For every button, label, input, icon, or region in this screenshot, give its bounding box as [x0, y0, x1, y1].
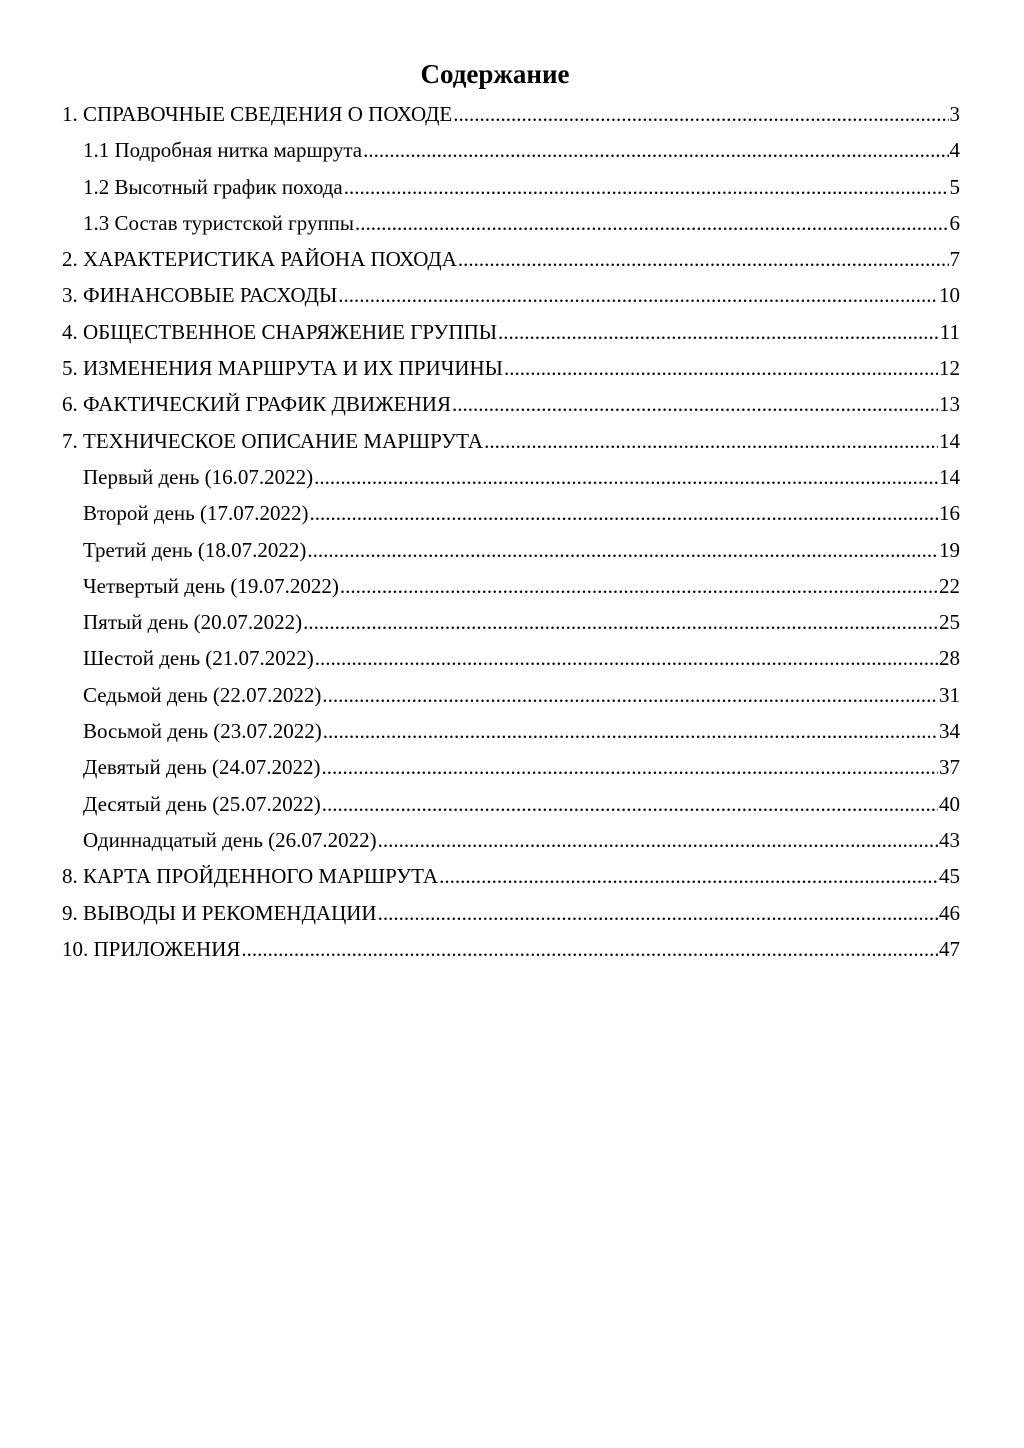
toc-list	[62, 96, 960, 967]
toc-entry[interactable]	[62, 604, 960, 640]
toc-entry-label: 10. ПРИЛОЖЕНИЯ	[62, 936, 241, 961]
toc-entry-page-number: 47	[939, 936, 960, 961]
toc-entry[interactable]	[62, 568, 960, 604]
toc-dot-leader	[307, 532, 938, 568]
toc-entry[interactable]	[62, 786, 960, 822]
toc-entry-page-number: 43	[939, 827, 960, 852]
toc-dot-leader	[498, 314, 939, 350]
toc-entry-page-number: 11	[939, 319, 960, 344]
toc-dot-leader	[241, 931, 938, 967]
toc-dot-leader	[323, 713, 938, 749]
toc-entry-page-number: 40	[939, 791, 960, 816]
toc-entry-label: Одиннадцатый день (26.07.2022)	[83, 827, 377, 852]
toc-entry-page-number: 6	[949, 210, 960, 235]
toc-entry[interactable]	[62, 677, 960, 713]
toc-entry-page-number: 14	[939, 464, 960, 489]
toc-dot-leader	[344, 169, 949, 205]
toc-entry[interactable]	[62, 169, 960, 205]
toc-entry-page-number: 45	[939, 864, 960, 889]
toc-entry[interactable]	[62, 931, 960, 967]
toc-entry[interactable]	[62, 822, 960, 858]
toc-entry-label: Седьмой день (22.07.2022)	[83, 682, 322, 707]
toc-entry-page-number: 4	[949, 138, 960, 163]
toc-entry-page-number: 46	[939, 900, 960, 925]
toc-dot-leader	[309, 495, 938, 531]
toc-entry-label: Десятый день (25.07.2022)	[83, 791, 321, 816]
toc-entry-page-number: 5	[949, 174, 960, 199]
toc-entry-label: Четвертый день (19.07.2022)	[83, 573, 339, 598]
toc-dot-leader	[338, 277, 938, 313]
toc-dot-leader	[453, 96, 948, 132]
toc-entry[interactable]	[62, 350, 960, 386]
toc-entry[interactable]	[62, 749, 960, 785]
toc-dot-leader	[340, 568, 938, 604]
toc-entry[interactable]	[62, 205, 960, 241]
toc-entry-page-number: 7	[949, 247, 960, 272]
toc-entry[interactable]	[62, 423, 960, 459]
toc-entry-label: 8. КАРТА ПРОЙДЕННОГО МАРШРУТА	[62, 864, 439, 889]
toc-dot-leader	[458, 241, 949, 277]
toc-entry[interactable]	[62, 96, 960, 132]
toc-entry-page-number: 25	[939, 610, 960, 635]
toc-entry-label: Шестой день (21.07.2022)	[83, 646, 314, 671]
toc-entry-page-number: 12	[939, 356, 960, 381]
toc-entry[interactable]	[62, 495, 960, 531]
toc-entry[interactable]	[62, 241, 960, 277]
toc-dot-leader	[378, 895, 938, 931]
toc-entry-label: 2. ХАРАКТЕРИСТИКА РАЙОНА ПОХОДА	[62, 247, 457, 272]
toc-entry-page-number: 13	[939, 392, 960, 417]
toc-entry-label: Девятый день (24.07.2022)	[83, 755, 321, 780]
toc-dot-leader	[363, 132, 948, 168]
toc-entry[interactable]	[62, 277, 960, 313]
toc-entry-page-number: 10	[939, 283, 960, 308]
toc-entry-label: 3. ФИНАНСОВЫЕ РАСХОДЫ	[62, 283, 338, 308]
toc-dot-leader	[452, 386, 938, 422]
toc-entry[interactable]	[62, 895, 960, 931]
toc-entry-label: Восьмой день (23.07.2022)	[83, 719, 322, 744]
toc-entry-page-number: 14	[939, 428, 960, 453]
toc-dot-leader	[439, 858, 938, 894]
toc-entry-label: 9. ВЫВОДЫ И РЕКОМЕНДАЦИИ	[62, 900, 377, 925]
toc-entry-label: 4. ОБЩЕСТВЕННОЕ СНАРЯЖЕНИЕ ГРУППЫ	[62, 319, 498, 344]
toc-entry-page-number: 37	[939, 755, 960, 780]
toc-entry-page-number: 19	[939, 537, 960, 562]
toc-entry[interactable]	[62, 713, 960, 749]
toc-entry[interactable]	[62, 386, 960, 422]
toc-entry-label: Третий день (18.07.2022)	[83, 537, 307, 562]
toc-entry-label: Пятый день (20.07.2022)	[83, 610, 303, 635]
toc-dot-leader	[322, 677, 938, 713]
toc-entry-label: 5. ИЗМЕНЕНИЯ МАРШРУТА И ИХ ПРИЧИНЫ	[62, 356, 503, 381]
toc-entry-label: 1.3 Состав туристской группы	[83, 210, 355, 235]
toc-entry-label: 6. ФАКТИЧЕСКИЙ ГРАФИК ДВИЖЕНИЯ	[62, 392, 451, 417]
toc-dot-leader	[314, 459, 938, 495]
toc-dot-leader	[322, 786, 938, 822]
toc-entry-page-number: 16	[939, 501, 960, 526]
toc-entry-label: 1.2 Высотный график похода	[83, 174, 343, 199]
toc-dot-leader	[322, 749, 938, 785]
toc-dot-leader	[378, 822, 938, 858]
toc-dot-leader	[504, 350, 938, 386]
toc-entry[interactable]	[62, 459, 960, 495]
toc-entry-label: Второй день (17.07.2022)	[83, 501, 309, 526]
toc-entry-page-number: 28	[939, 646, 960, 671]
toc-entry-page-number: 31	[939, 682, 960, 707]
toc-entry-page-number: 3	[949, 102, 960, 126]
toc-dot-leader	[303, 604, 938, 640]
toc-entry-label: 1. СПРАВОЧНЫЕ СВЕДЕНИЯ О ПОХОДЕ	[62, 102, 453, 126]
toc-dot-leader	[355, 205, 948, 241]
toc-entry[interactable]	[62, 640, 960, 676]
toc-entry-label: 7. ТЕХНИЧЕСКОЕ ОПИСАНИЕ МАРШРУТА	[62, 428, 484, 453]
toc-entry-label: Первый день (16.07.2022)	[83, 464, 314, 489]
toc-entry[interactable]	[62, 532, 960, 568]
toc-entry-label: 1.1 Подробная нитка маршрута	[83, 138, 363, 163]
toc-dot-leader	[315, 640, 938, 676]
toc-entry[interactable]	[62, 858, 960, 894]
toc-entry-page-number: 34	[939, 719, 960, 744]
toc-dot-leader	[484, 423, 938, 459]
toc-entry[interactable]	[62, 314, 960, 350]
toc-entry-page-number: 22	[939, 573, 960, 598]
toc-entry[interactable]	[62, 132, 960, 168]
toc-title: Содержание	[420, 59, 570, 89]
